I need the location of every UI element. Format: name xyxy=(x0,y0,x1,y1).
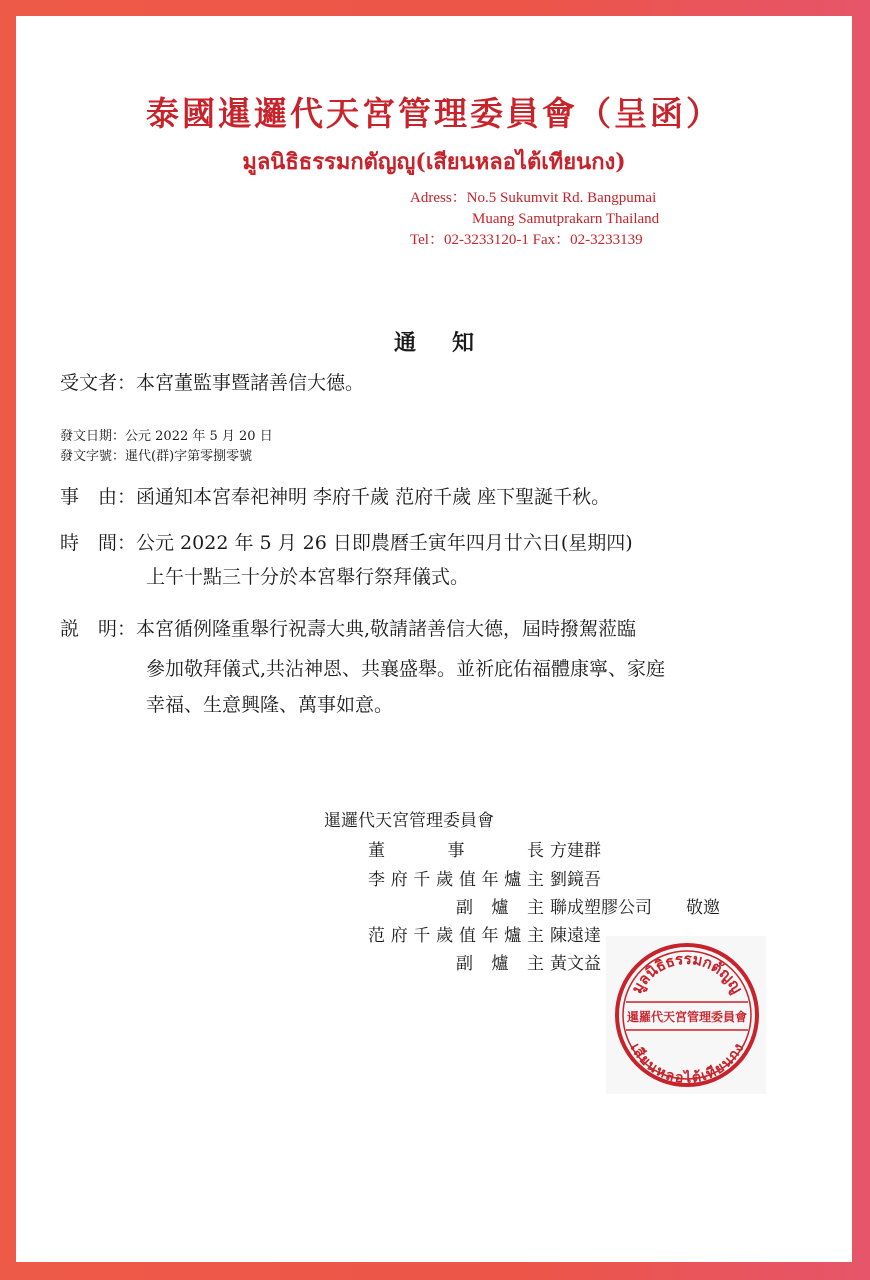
issue-date-value: 公元 2022 年 5 月 20 日 xyxy=(125,429,273,444)
description-line-3: 幸福、生意興隆、萬事如意。 xyxy=(146,694,394,716)
li-host-role: 李府千歲值年爐主 xyxy=(368,870,544,890)
svg-text:เสียนหลอไต้เทียนกง xyxy=(627,1041,748,1087)
recipient-row xyxy=(60,368,364,395)
chairman-name: 方建群 xyxy=(550,841,601,861)
time-row xyxy=(60,528,633,555)
address-line-2: Muang Samutprakarn Thailand xyxy=(472,211,660,227)
li-vice-host-role: 副爐主 xyxy=(456,898,544,918)
seal-stamp-area xyxy=(606,936,766,1094)
recipient-label: 受文者： xyxy=(60,372,137,394)
description-line-2: 參加敬拜儀式,共沾神恩、共襄盛舉。並祈庇佑福體康寧、家庭 xyxy=(146,658,666,680)
description-row xyxy=(60,614,636,641)
letterhead-address xyxy=(410,188,659,251)
time-label: 時 間： xyxy=(60,532,137,554)
time-line-1: 公元 2022 年 5 月 26 日即農曆壬寅年四月廿六日(星期四) xyxy=(136,532,633,554)
letterhead-title-thai: มูลนิธิธรรมกตัญญู(เสียนหลอไต้เทียนกง) xyxy=(242,149,626,175)
seal-top-text: มูลนิธิธรรมกตัญญู xyxy=(627,949,747,997)
reference-value: 暹代(群)字第零捌零號 xyxy=(125,449,253,464)
signature-li-vice-host xyxy=(456,893,720,918)
signature-fan-host xyxy=(368,921,601,946)
chairman-role: 董事長 xyxy=(368,841,544,861)
subject-label: 事 由： xyxy=(60,486,137,508)
notice-title: 通知 xyxy=(393,330,510,356)
fan-vice-host-role: 副爐主 xyxy=(456,954,544,974)
fan-host-role: 范府千歲值年爐主 xyxy=(368,926,544,946)
issue-date-label: 發文日期： xyxy=(60,429,126,444)
li-host-name: 劉鏡吾 xyxy=(550,870,601,890)
description-label: 説 明： xyxy=(60,618,137,640)
signature-li-host xyxy=(368,865,601,890)
recipient-value: 本宮董監事暨諸善信大德。 xyxy=(136,372,365,394)
fan-host-name: 陳遠達 xyxy=(550,926,601,946)
signature-organization: 暹邏代天宮管理委員會 xyxy=(324,811,494,831)
tel-fax-line: Tel：02-3233120-1 Fax：02-3233139 xyxy=(410,232,643,248)
reference-label: 發文字號： xyxy=(60,449,126,464)
signature-chairman xyxy=(368,836,601,861)
address-line-1: Adress：No.5 Sukumvit Rd. Bangpumai xyxy=(410,190,657,206)
reference-row xyxy=(60,445,252,464)
official-seal-icon xyxy=(614,942,760,1088)
subject-value: 函通知本宮奉祀神明 李府千歲 范府千歲 座下聖誕千秋。 xyxy=(136,486,611,508)
time-line-2: 上午十點三十分於本宮舉行祭拜儀式。 xyxy=(146,566,470,588)
letter-paper xyxy=(16,16,852,1262)
signature-fan-vice-host xyxy=(456,949,601,974)
description-line-1: 本宮循例隆重舉行祝壽大典,敬請諸善信大德，屆時撥駕蒞臨 xyxy=(136,618,637,640)
closing-text: 敬邀 xyxy=(686,898,720,918)
letterhead-title-chinese: 泰國暹邏代天宮管理委員會（呈函） xyxy=(146,94,722,133)
fan-vice-host-name: 黃文益 xyxy=(550,954,601,974)
seal-middle-text: 暹羅代天宮管理委員會 xyxy=(626,1010,748,1024)
li-vice-host-name: 聯成塑膠公司 xyxy=(550,898,652,918)
subject-row xyxy=(60,482,610,509)
issue-date-row xyxy=(60,425,273,444)
seal-bottom-text: เสียนหลอไต้เทียนกง xyxy=(626,1041,748,1087)
